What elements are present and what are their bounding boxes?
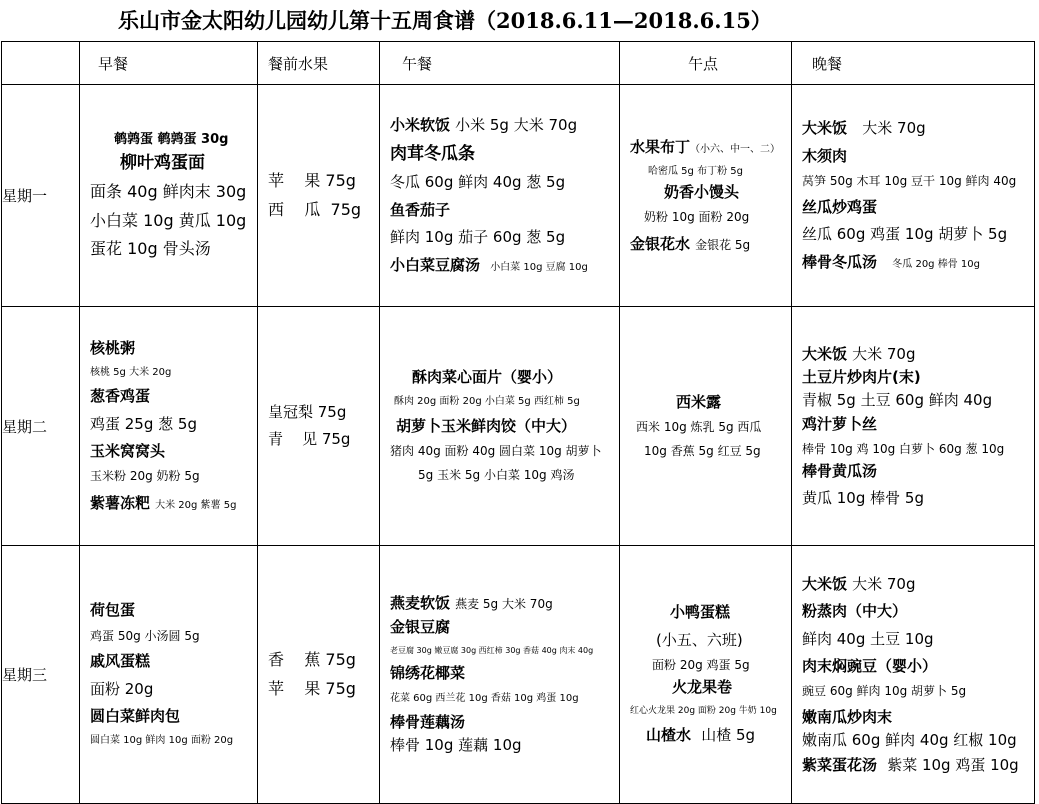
header-row: [2, 42, 1035, 85]
dinner-cell: 大米饭 大米 70g 木须肉 莴笋 50g 木耳 10g 豆干 10g 鲜肉 40g 丝瓜炒鸡蛋 丝瓜 60g 鸡蛋 10g 胡萝卜 5g 棒骨冬瓜汤 冬瓜 20g 棒骨 10g: [792, 85, 1035, 307]
weekly-menu-table: [1, 41, 1035, 804]
snack-cell: 西米露 西米 10g 炼乳 5g 西瓜 10g 香蕉 5g 红豆 5g: [620, 307, 792, 546]
dinner-cell: 大米饭 大米 70g 土豆片炒肉片(末) 青椒 5g 土豆 60g 鲜肉 40g 鸡汁萝卜丝 棒骨 10g 鸡 10g 白萝卜 60g 葱 10g 棒骨黄瓜汤 黄瓜 10g 棒骨 5g: [792, 307, 1035, 546]
breakfast-cell: 荷包蛋 鸡蛋 50g 小汤圆 5g 戚风蛋糕 面粉 20g 圆白菜鲜肉包 圆白菜 10g 鲜肉 10g 面粉 20g: [80, 546, 258, 804]
breakfast-cell: 核桃粥 核桃 5g 大米 20g 葱香鸡蛋 鸡蛋 25g 葱 5g 玉米窝窝头 玉米粉 20g 奶粉 5g 紫薯冻粑 大米 20g 紫薯 5g: [80, 307, 258, 546]
fruit-cell: 皇冠梨 75g 青 见 75g: [258, 307, 380, 546]
table-row: [2, 546, 1035, 804]
snack-cell: 水果布丁（小六、中一、二） 哈密瓜 5g 布丁粉 5g 奶香小馒头 奶粉 10g 面粉 20g 金银花水 金银花 5g: [620, 85, 792, 307]
menu-title: 乐山市金太阳幼儿园幼儿第十五周食谱（2018.6.11—2018.6.15）: [118, 8, 772, 33]
dinner-cell: 大米饭 大米 70g 粉蒸肉（中大） 鲜肉 40g 土豆 10g 肉末焖豌豆（婴小） 豌豆 60g 鲜肉 10g 胡萝卜 5g 嫩南瓜炒肉末 嫩南瓜 60g 鲜肉 40g 红椒 10g 紫菜蛋花汤 紫菜 10g 鸡蛋 10g: [792, 546, 1035, 804]
snack-cell: 小鸭蛋糕 (小五、六班) 面粉 20g 鸡蛋 5g 火龙果卷 红心火龙果 20g 面粉 20g 牛奶 10g 山楂水 山楂 5g: [620, 546, 792, 804]
day-label: 星期三: [2, 546, 80, 804]
day-label: 星期一: [2, 85, 80, 307]
header-breakfast: 早餐: [80, 42, 258, 85]
table-row: [2, 307, 1035, 546]
header-dinner: 晚餐: [792, 42, 1035, 85]
header-day: [2, 42, 80, 85]
lunch-cell: 酥肉菜心面片（婴小） 酥肉 20g 面粉 20g 小白菜 5g 西红柿 5g 胡萝卜玉米鲜肉饺（中大） 猪肉 40g 面粉 40g 圆白菜 10g 胡萝卜 5g 玉米 5g 小白菜 10g 鸡汤: [380, 307, 620, 546]
fruit-cell: 苹 果 75g 西 瓜 75g: [258, 85, 380, 307]
breakfast-cell: 鹌鹑蛋 鹌鹑蛋 30g 柳叶鸡蛋面 面条 40g 鲜肉末 30g 小白菜 10g 黄瓜 10g 蛋花 10g 骨头汤: [80, 85, 258, 307]
lunch-cell: 小米软饭 小米 5g 大米 70g 肉茸冬瓜条 冬瓜 60g 鲜肉 40g 葱 5g 鱼香茄子 鲜肉 10g 茄子 60g 葱 5g 小白菜豆腐汤 小白菜 10g 豆腐 10g: [380, 85, 620, 307]
lunch-cell: 燕麦软饭 燕麦 5g 大米 70g 金银豆腐 老豆腐 30g 嫩豆腐 30g 西红柿 30g 香菇 40g 肉末 40g 锦绣花椰菜 花菜 60g 西兰花 10g 香菇 10g 鸡蛋 10g 棒骨莲藕汤 棒骨 10g 莲藕 10g: [380, 546, 620, 804]
day-label: 星期二: [2, 307, 80, 546]
fruit-cell: 香 蕉 75g 苹 果 75g: [258, 546, 380, 804]
header-lunch: 午餐: [380, 42, 620, 85]
header-fruit: 餐前水果: [258, 42, 380, 85]
table-row: [2, 85, 1035, 307]
header-snack: 午点: [620, 42, 792, 85]
